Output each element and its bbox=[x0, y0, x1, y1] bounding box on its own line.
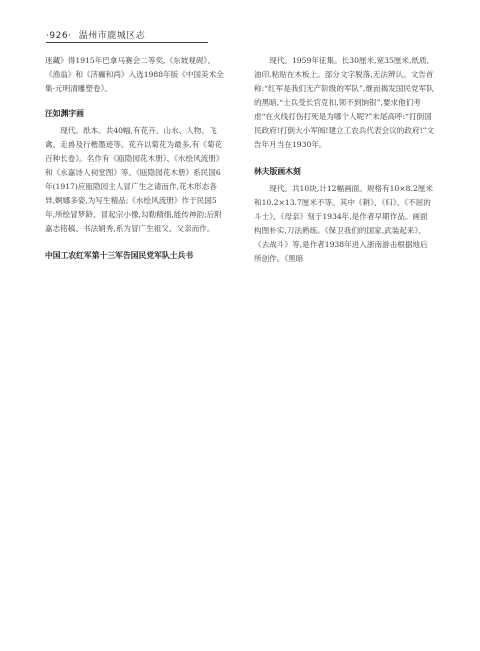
section-heading-lin-fu-woodcuts: 林夫版画木刻 bbox=[254, 167, 301, 176]
running-header bbox=[46, 28, 145, 41]
book-title: 温州市鹿城区志 bbox=[78, 31, 146, 41]
page-number: ·926· bbox=[46, 31, 72, 41]
intro-paragraph: 迷藏》得1915年巴拿马赛会二等奖,《东坡观砚》、《渔翁》和《济癫和尚》入选1988年版《中国美术全集·元明清雕塑卷》。 bbox=[45, 56, 224, 93]
section-body-lin-fu-woodcuts: 现代。共10块,计12幅画面。规格有10×8.2厘米和10.2×13.7厘米不等。其中《耕》、《归》、《不屈的斗士》、《母亲》刻于1934年,是作者早期作品。画面构图朴实,刀法熟练。《保卫我们的国家,武装起来》、《去战斗》等,是作者1938年进入浙南游击根据地后所创作。《黑暗 bbox=[254, 184, 433, 263]
section-heading-red-army-proclamation: 中国工农红军第十三军告国民党军队士兵书 bbox=[45, 251, 194, 260]
left-column bbox=[45, 54, 226, 266]
right-column bbox=[254, 54, 435, 266]
section-heading-wang-ruyuan: 汪如渊字画 bbox=[45, 109, 84, 118]
header-rule bbox=[46, 42, 208, 43]
section-body-wang-ruyuan: 现代。纸本。共40幅,有花卉、山水、人物、飞禽、走兽及行楷墨迹等。花卉以菊花为最多,有《菊花百种长卷》。名作有《瓯隐园花木册》、《水绘风流册》和《永嘉诗人祠堂图》等。《瓯隐园花木册》系民国6年(1917)应瓯隐园主人冒广生之请而作,花木形态各异,婀娜多姿,为写生精品;《水绘风流册》作于民国5年,所绘冒梦龄、冒起宗小像,勾勒精细,能传神韵;后附嘉志铭稿、书法娟秀,系为冒广生祖父、父亲而作。 bbox=[45, 126, 224, 233]
section-body-red-army-proclamation: 现代。1959年征集。长30厘米,宽35厘米,纸质,油印,粘贴在木板上。部分文字脱落,无法辨认。文告首称:“红军是我们无产阶级的军队”,继而揭发国民党军队的黑暗,“士兵受长官克扣,领不到饷银”,要求他们考虑“在火线打伤打死是为哪个人呢?”末尾高呼:“打倒国民政府!打倒大小军阀!建立工农兵代表会议的政府!”文告年月当在1930年。 bbox=[254, 56, 435, 149]
